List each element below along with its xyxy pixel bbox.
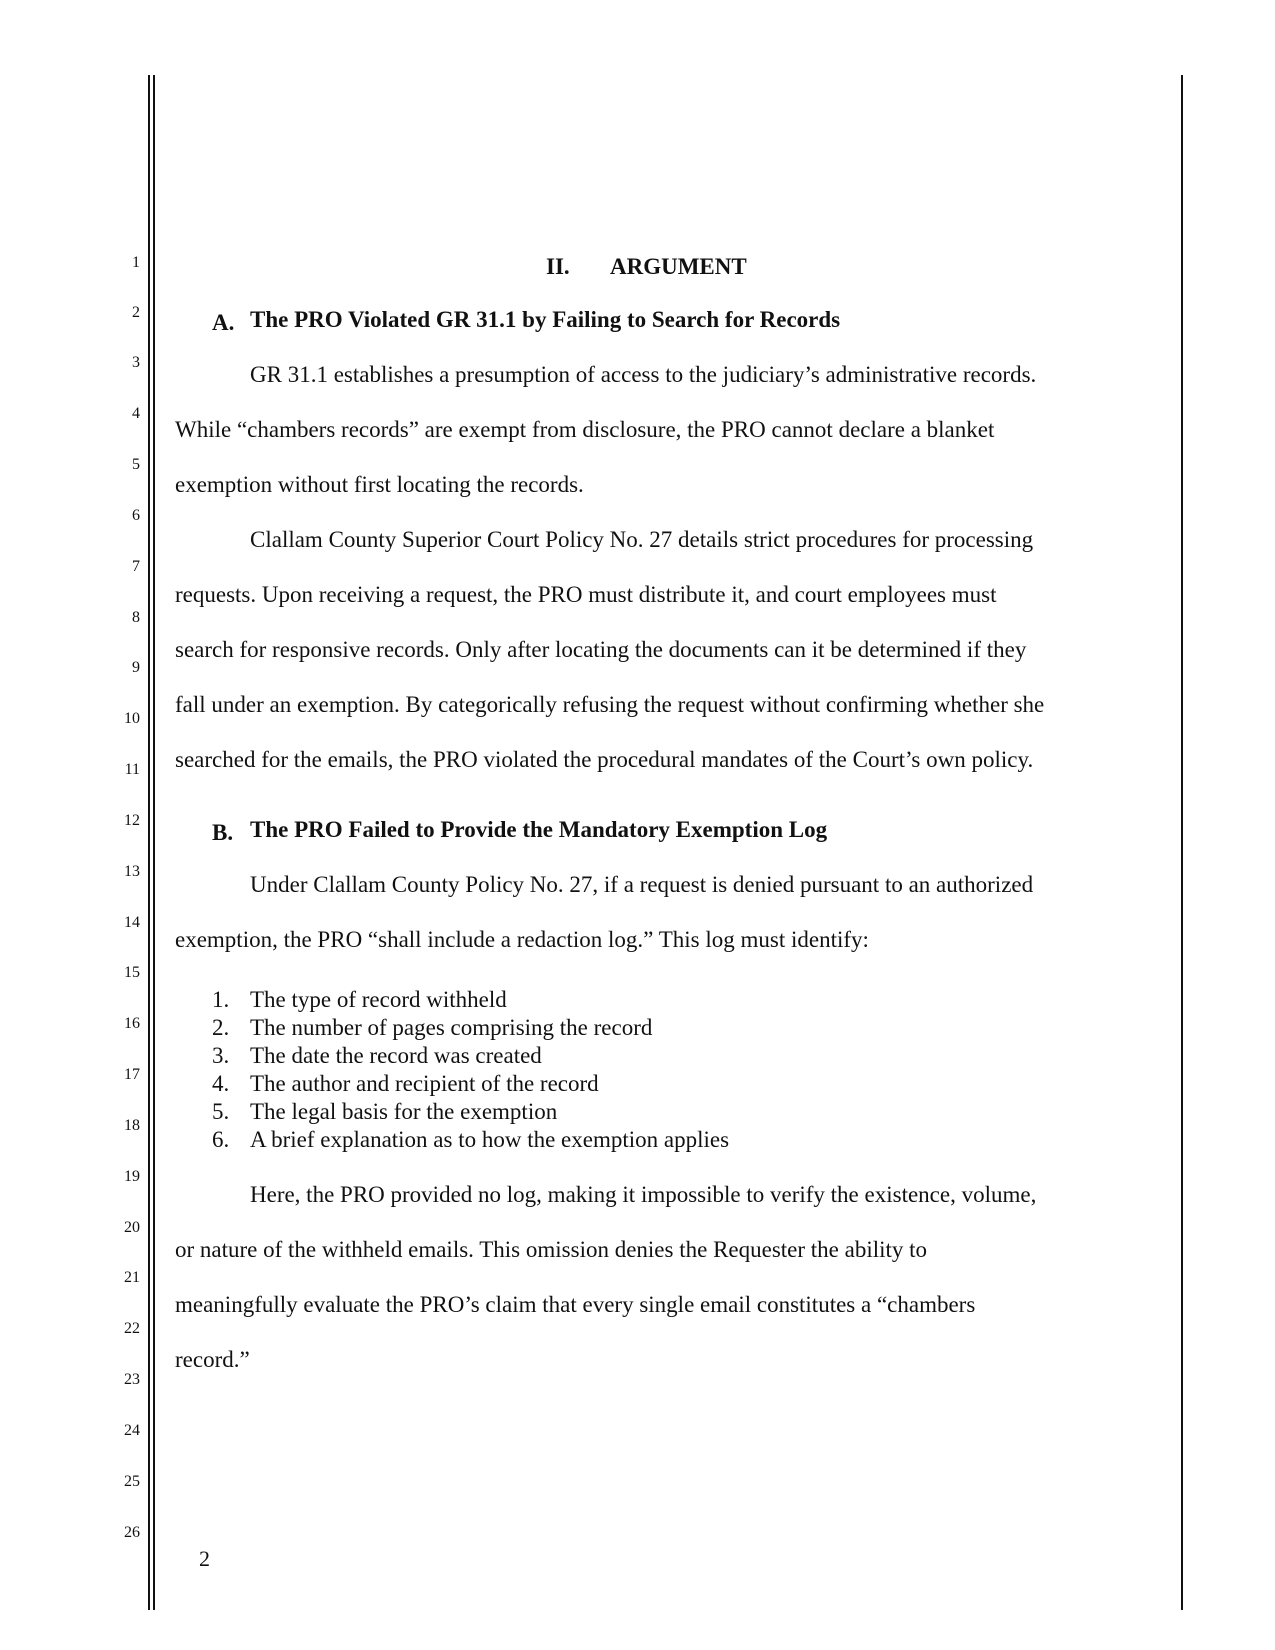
line-number: 17 — [124, 1066, 140, 1083]
list-item-number: 5. — [212, 1099, 230, 1124]
line-number: 1 — [132, 254, 140, 271]
paragraph-line: exemption without first locating the records. — [175, 472, 584, 497]
line-number: 25 — [124, 1473, 140, 1490]
line-number: 22 — [124, 1320, 140, 1337]
line-number: 26 — [124, 1524, 140, 1541]
paragraph-line: Here, the PRO provided no log, making it impossible to verify the existence, volume, — [250, 1182, 1037, 1207]
list-item-number: 1. — [212, 987, 230, 1012]
line-number: 6 — [132, 507, 140, 524]
line-number: 24 — [124, 1422, 140, 1439]
list-item: The legal basis for the exemption — [250, 1099, 558, 1124]
line-number: 8 — [132, 609, 140, 626]
paragraph-line: requests. Upon receiving a request, the PRO must distribute it, and court employees must — [175, 582, 997, 607]
list-item: The author and recipient of the record — [250, 1071, 599, 1096]
paragraph-line: meaningfully evaluate the PRO’s claim that every single email constitutes a “chambers — [175, 1292, 976, 1317]
line-number: 7 — [132, 558, 140, 575]
line-number: 16 — [124, 1015, 140, 1032]
line-number: 9 — [132, 659, 140, 676]
section-title: ARGUMENT — [610, 254, 747, 279]
list-item: A brief explanation as to how the exemption applies — [250, 1127, 730, 1152]
line-number: 4 — [132, 405, 140, 422]
line-number: 5 — [132, 456, 140, 473]
paragraph-line: searched for the emails, the PRO violated the procedural mandates of the Court’s own policy. — [175, 747, 1034, 772]
line-number: 11 — [124, 761, 140, 778]
list-item: The number of pages comprising the record — [250, 1015, 653, 1040]
line-number: 20 — [124, 1219, 140, 1236]
subsection-a-title: The PRO Violated GR 31.1 by Failing to Search for Records — [250, 307, 841, 332]
subsection-b-title: The PRO Failed to Provide the Mandatory Exemption Log — [250, 817, 828, 842]
right-margin-rule — [1181, 75, 1183, 1610]
line-number: 18 — [124, 1117, 140, 1134]
list-item: The type of record withheld — [250, 987, 507, 1012]
list-item-number: 2. — [212, 1015, 230, 1040]
paragraph-line: exemption, the PRO “shall include a redaction log.” This log must identify: — [175, 927, 869, 952]
line-number: 10 — [124, 710, 140, 727]
line-number: 15 — [124, 964, 140, 981]
paragraph-line: record.” — [175, 1347, 250, 1372]
list-item-number: 6. — [212, 1127, 230, 1152]
paragraph-line: While “chambers records” are exempt from disclosure, the PRO cannot declare a blanket — [175, 417, 995, 442]
paragraph-line: Clallam County Superior Court Policy No. 27 details strict procedures for processing — [250, 527, 1034, 552]
paragraph-line: or nature of the withheld emails. This omission denies the Requester the ability to — [175, 1237, 928, 1262]
paragraph-line: GR 31.1 establishes a presumption of access to the judiciary’s administrative records. — [250, 362, 1037, 387]
subsection-a-letter: A. — [212, 310, 235, 335]
line-number: 12 — [124, 812, 140, 829]
paragraph-line: Under Clallam County Policy No. 27, if a request is denied pursuant to an authorized — [250, 872, 1034, 897]
line-number: 14 — [124, 914, 140, 931]
list-item: The date the record was created — [250, 1043, 542, 1068]
line-number: 19 — [124, 1168, 140, 1185]
left-margin-rule-outer — [148, 75, 150, 1610]
line-number: 2 — [132, 304, 140, 321]
list-item-number: 3. — [212, 1043, 230, 1068]
line-number: 21 — [124, 1269, 140, 1286]
line-number: 23 — [124, 1371, 140, 1388]
subsection-b-letter: B. — [212, 820, 234, 845]
paragraph-line: fall under an exemption. By categorically refusing the request without confirming whether she — [175, 692, 1045, 717]
section-number: II. — [546, 254, 570, 279]
list-item-number: 4. — [212, 1071, 230, 1096]
page-number: 2 — [199, 1546, 210, 1571]
line-number: 13 — [124, 863, 140, 880]
left-margin-rule-inner — [153, 75, 155, 1610]
line-number: 3 — [132, 354, 140, 371]
paragraph-line: search for responsive records. Only after locating the documents can it be determined if they — [175, 637, 1027, 662]
